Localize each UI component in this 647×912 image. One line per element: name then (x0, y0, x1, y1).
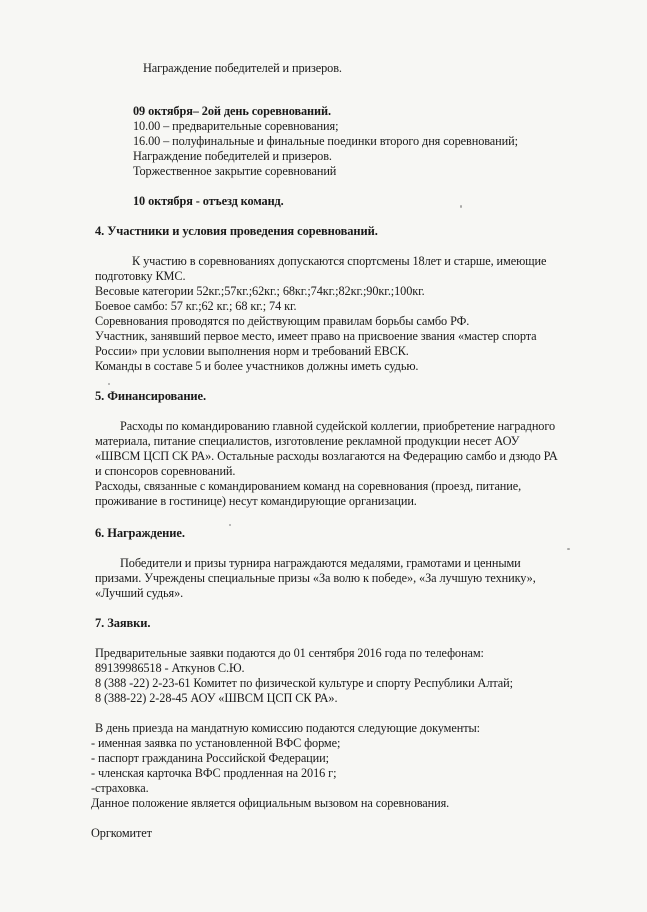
contact-line: 89139986518 - Аткунов С.Ю. (95, 661, 245, 675)
paragraph-line: проживание в гостинице) несут командирующие организации. (95, 494, 417, 508)
paragraph-line: Соревнования проводятся по действующим правилам борьбы самбо РФ. (95, 314, 470, 328)
paragraph-line: Данное положение является официальным вызовом на соревнования. (91, 796, 450, 810)
paragraph-line: Предварительные заявки подаются до 01 сентября 2016 года по телефонам: (95, 646, 484, 660)
paragraph-line: призами. Учреждены специальные призы «За волю к победе», «За лучшую технику», (95, 571, 536, 585)
scan-speck (108, 383, 110, 385)
contact-line: 8 (388-22) 2-28-45 АОУ «ШВСМ ЦСП СК РА». (95, 691, 338, 705)
section-6-heading: 6. Награждение. (95, 526, 185, 540)
paragraph-line: России» при условии выполнения норм и требований ЕВСК. (95, 344, 409, 358)
section-7-heading: 7. Заявки. (95, 616, 151, 630)
contact-line: 8 (388 -22) 2-23-61 Комитет по физической культуре и спорту Республики Алтай; (95, 676, 513, 690)
scan-speck (229, 524, 231, 526)
document-list-item: -страховка. (91, 781, 149, 795)
paragraph-line: Расходы, связанные с командированием команд на соревнования (проезд, питание, (95, 479, 522, 493)
paragraph-line: К участию в соревнованиях допускаются спортсмены 18лет и старше, имеющие (132, 254, 547, 268)
paragraph-line: Участник, занявший первое место, имеет право на присвоение звания «мастер спорта (95, 329, 537, 343)
section-5-heading: 5. Финансирование. (95, 389, 207, 403)
paragraph-line: «ШВСМ ЦСП СК РА». Остальные расходы возлагаются на Федерацию самбо и дзюдо РА (95, 449, 558, 463)
schedule-line: Награждение победителей и призеров. (133, 149, 332, 163)
schedule-line: Торжественное закрытие соревнований (133, 164, 337, 178)
paragraph-line: «Лучший судья». (95, 586, 184, 600)
document-list-item: - членская карточка ВФС продленная на 2016 г; (91, 766, 337, 780)
paragraph-line: Расходы по командированию главной судейской коллегии, приобретение наградного (120, 419, 556, 433)
paragraph-line: Команды в составе 5 и более участников должны иметь судью. (95, 359, 419, 373)
signature-line: Оргкомитет (91, 826, 152, 840)
document-list-item: - паспорт гражданина Российской Федерации; (91, 751, 329, 765)
section-4-heading: 4. Участники и условия проведения соревнований. (95, 224, 378, 238)
paragraph-line: подготовку КМС. (95, 269, 186, 283)
paragraph-line: и спонсоров соревнований. (95, 464, 236, 478)
scan-speck (460, 205, 462, 208)
paragraph-line: Боевое самбо: 57 кг.;62 кг.; 68 кг.; 74 кг. (95, 299, 297, 313)
scan-speck (567, 548, 570, 550)
schedule-line: 16.00 – полуфинальные и финальные поединки второго дня соревнований; (133, 134, 518, 148)
paragraph-line: Весовые категории 52кг.;57кг.;62кг.; 68кг.;74кг.;82кг.;90кг.;100кг. (95, 284, 425, 298)
paragraph-line: В день приезда на мандатную комиссию подаются следующие документы: (95, 721, 480, 735)
paragraph-line: материала, питание специалистов, изготовление рекламной продукции несет АОУ (95, 434, 520, 448)
document-list-item: - именная заявка по установленной ВФС форме; (91, 736, 341, 750)
awards-line-day1: Награждение победителей и призеров. (143, 61, 342, 75)
schedule-line: 10.00 – предварительные соревнования; (133, 119, 339, 133)
day2-heading: 09 октября– 2ой день соревнований. (133, 104, 331, 118)
paragraph-line: Победители и призы турнира награждаются медалями, грамотами и ценными (120, 556, 521, 570)
departure-line: 10 октября - отъезд команд. (133, 194, 284, 208)
